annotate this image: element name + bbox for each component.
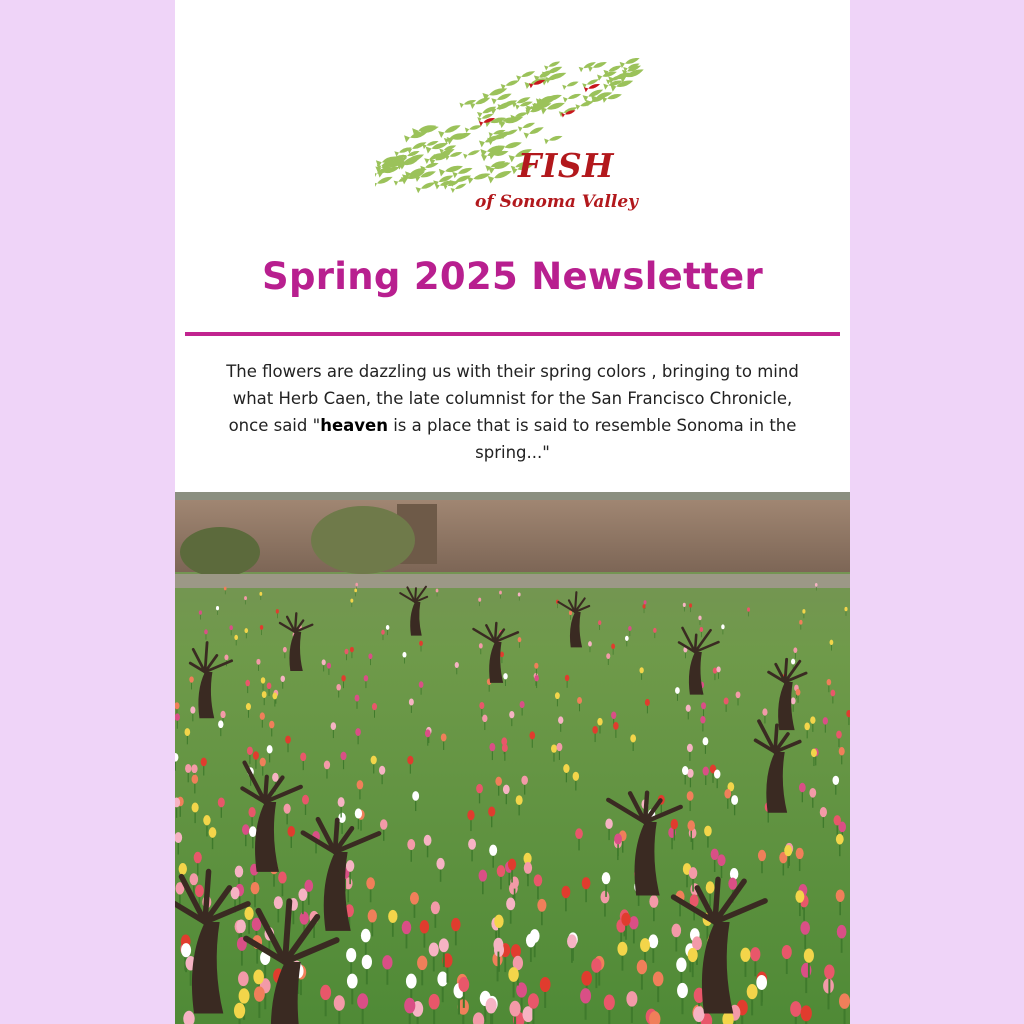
fish-logo [375,20,655,220]
logo-subtitle: of Sonoma Valley [475,192,639,212]
title-divider [185,332,840,336]
vineyard-tulips-image [175,492,850,1024]
newsletter-page [175,0,850,1024]
intro-emphasis: heaven [320,416,388,435]
school-of-fish-icon [375,20,655,220]
newsletter-title: Spring 2025 Newsletter [262,255,763,298]
intro-paragraph [220,358,805,466]
intro-text-end: is a place that is said to resemble Sonoma in the spring..." [387,416,797,462]
logo-title: FISH [518,146,614,185]
intro-text-start: The flowers are dazzling us with their spring colors , bringing to mind what Herb Caen, the late columnist for the San Francisco Chronicle, once said " [226,362,799,435]
vineyard-tulips-photo [175,492,850,1024]
